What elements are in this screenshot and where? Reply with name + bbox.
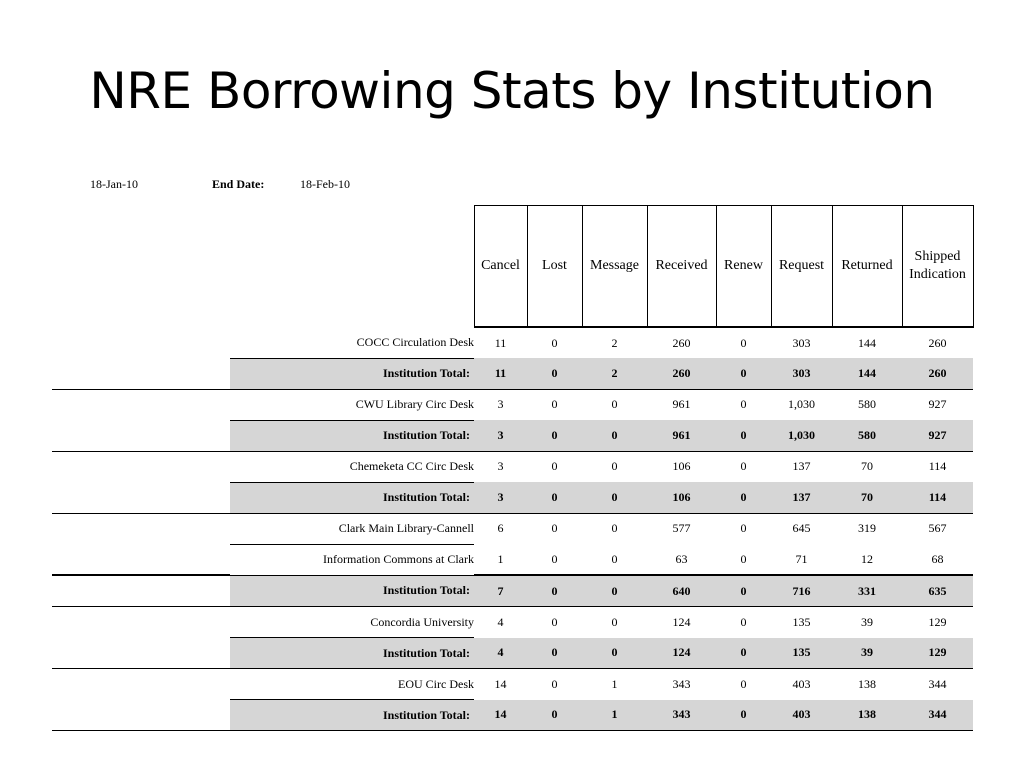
location-row — [52, 327, 973, 358]
header-spacer — [230, 206, 474, 328]
value-cell: 14 — [494, 676, 507, 691]
row-spacer — [52, 358, 230, 389]
total-value-cell: 0 — [527, 420, 582, 451]
value-cell: 124 — [672, 614, 691, 629]
value-cell: 71 — [771, 544, 832, 575]
institution-total-label: Institution Total: — [230, 420, 474, 451]
end-date-label: End Date: — [212, 177, 265, 191]
location-row — [52, 389, 973, 420]
total-value-cell: 124 — [647, 638, 716, 669]
total-value-cell: 135 — [771, 638, 832, 669]
column-header: Returned — [832, 206, 902, 328]
value-cell: 137 — [792, 459, 811, 474]
location-row — [52, 513, 973, 544]
value-cell: 0 — [582, 544, 647, 575]
total-value-cell: 260 — [902, 358, 973, 389]
start-date: 18-Jan-10 — [90, 177, 138, 191]
row-spacer — [52, 638, 230, 669]
value-cell: 0 — [551, 521, 558, 536]
row-spacer — [52, 669, 230, 700]
institution-total-row — [52, 700, 973, 731]
value-cell: 645 — [792, 521, 811, 536]
total-value-cell: 0 — [527, 482, 582, 513]
total-value-cell: 2 — [582, 358, 647, 389]
end-date: 18-Feb-10 — [300, 177, 350, 191]
total-value-cell: 343 — [647, 700, 716, 731]
value-cell: 0 — [611, 614, 618, 629]
total-value-cell: 7 — [474, 575, 527, 607]
institution-total-label: Institution Total: — [230, 482, 474, 513]
row-spacer — [52, 513, 230, 544]
total-value-cell: 3 — [474, 482, 527, 513]
total-value-cell: 114 — [902, 482, 973, 513]
total-value-cell: 640 — [647, 575, 716, 607]
row-spacer — [52, 700, 230, 731]
institution-total-label: Institution Total: — [230, 700, 474, 731]
row-spacer — [52, 607, 230, 638]
table-body — [52, 327, 973, 731]
value-cell: 3 — [497, 459, 504, 474]
location-name: Concordia University — [230, 607, 474, 638]
value-cell: 6 — [497, 521, 504, 536]
total-value-cell: 0 — [582, 482, 647, 513]
value-cell: 12 — [832, 544, 902, 575]
value-cell: 319 — [858, 521, 876, 536]
institution-total-row — [52, 358, 973, 389]
location-row — [52, 451, 973, 482]
value-cell: 403 — [792, 676, 811, 691]
location-row — [52, 544, 973, 575]
value-cell: 0 — [740, 335, 747, 350]
total-value-cell: 129 — [902, 638, 973, 669]
location-row — [52, 607, 973, 638]
total-value-cell: 0 — [527, 638, 582, 669]
total-value-cell: 0 — [716, 700, 771, 731]
total-value-cell: 0 — [527, 700, 582, 731]
total-value-cell: 70 — [832, 482, 902, 513]
value-cell: 39 — [861, 614, 873, 629]
value-cell: 0 — [551, 335, 558, 350]
column-header: Cancel — [474, 206, 527, 328]
total-value-cell: 1 — [582, 700, 647, 731]
value-cell: 260 — [928, 335, 947, 350]
total-value-cell: 0 — [582, 420, 647, 451]
total-value-cell: 344 — [902, 700, 973, 731]
value-cell: 138 — [858, 676, 876, 691]
value-cell: 3 — [497, 397, 504, 412]
value-cell: 0 — [740, 676, 747, 691]
location-name: EOU Circ Desk — [230, 669, 474, 700]
column-header: Renew — [716, 206, 771, 328]
value-cell: 11 — [494, 335, 507, 350]
row-spacer — [52, 420, 230, 451]
value-cell: 1 — [611, 676, 618, 691]
total-value-cell: 0 — [716, 575, 771, 607]
row-spacer — [52, 327, 230, 358]
total-value-cell: 0 — [716, 420, 771, 451]
value-cell: 129 — [928, 614, 947, 629]
total-value-cell: 403 — [771, 700, 832, 731]
value-cell: 114 — [928, 459, 947, 474]
value-cell: 144 — [858, 335, 876, 350]
total-value-cell: 137 — [771, 482, 832, 513]
institution-total-row — [52, 482, 973, 513]
total-value-cell: 1,030 — [771, 420, 832, 451]
total-value-cell: 961 — [647, 420, 716, 451]
value-cell: 577 — [672, 521, 691, 536]
column-header: Message — [582, 206, 647, 328]
total-value-cell: 303 — [771, 358, 832, 389]
header-spacer — [52, 206, 230, 328]
column-header: Shipped Indication — [902, 206, 973, 328]
value-cell: 135 — [792, 614, 811, 629]
total-value-cell: 138 — [832, 700, 902, 731]
borrowing-stats-table — [52, 205, 974, 731]
value-cell: 68 — [902, 544, 973, 575]
value-cell: 580 — [858, 397, 876, 412]
value-cell: 344 — [928, 676, 947, 691]
value-cell: 0 — [740, 397, 747, 412]
institution-total-label: Institution Total: — [230, 358, 474, 389]
value-cell: 0 — [611, 459, 618, 474]
value-cell: 0 — [611, 521, 618, 536]
value-cell: 927 — [928, 397, 947, 412]
column-header: Received — [647, 206, 716, 328]
row-spacer — [52, 482, 230, 513]
total-value-cell: 0 — [582, 638, 647, 669]
location-row — [52, 669, 973, 700]
value-cell: 0 — [551, 676, 558, 691]
value-cell: 303 — [792, 335, 811, 350]
total-value-cell: 0 — [716, 358, 771, 389]
total-value-cell: 716 — [771, 575, 832, 607]
location-name: Information Commons at Clark — [230, 544, 474, 575]
total-value-cell: 260 — [647, 358, 716, 389]
location-name: Clark Main Library-Cannell — [230, 513, 474, 544]
total-value-cell: 0 — [527, 358, 582, 389]
value-cell: 1,030 — [788, 397, 815, 412]
location-name: CWU Library Circ Desk — [230, 389, 474, 420]
value-cell: 567 — [928, 521, 947, 536]
value-cell: 961 — [672, 397, 691, 412]
institution-total-row — [52, 638, 973, 669]
value-cell: 0 — [551, 397, 558, 412]
total-value-cell: 14 — [474, 700, 527, 731]
total-value-cell: 144 — [832, 358, 902, 389]
total-value-cell: 580 — [832, 420, 902, 451]
value-cell: 2 — [611, 335, 618, 350]
total-value-cell: 4 — [474, 638, 527, 669]
value-cell: 106 — [672, 459, 691, 474]
row-spacer — [52, 389, 230, 420]
total-value-cell: 106 — [647, 482, 716, 513]
institution-total-label: Institution Total: — [230, 575, 474, 607]
institution-total-row — [52, 575, 973, 607]
slide-title: NRE Borrowing Stats by Institution — [89, 62, 935, 120]
total-value-cell: 0 — [716, 638, 771, 669]
total-value-cell: 39 — [832, 638, 902, 669]
value-cell: 0 — [551, 459, 558, 474]
value-cell: 0 — [527, 544, 582, 575]
value-cell: 260 — [672, 335, 691, 350]
institution-total-row — [52, 420, 973, 451]
row-spacer — [52, 575, 230, 607]
value-cell: 0 — [716, 544, 771, 575]
institution-total-label: Institution Total: — [230, 638, 474, 669]
value-cell: 0 — [740, 459, 747, 474]
total-value-cell: 331 — [832, 575, 902, 607]
value-cell: 63 — [647, 544, 716, 575]
total-value-cell: 635 — [902, 575, 973, 607]
value-cell: 4 — [497, 614, 504, 629]
row-spacer — [52, 451, 230, 482]
total-value-cell: 0 — [527, 575, 582, 607]
value-cell: 0 — [740, 614, 747, 629]
total-value-cell: 3 — [474, 420, 527, 451]
location-name: Chemeketa CC Circ Desk — [230, 451, 474, 482]
total-value-cell: 0 — [716, 482, 771, 513]
value-cell: 1 — [474, 544, 527, 575]
header-row — [52, 206, 973, 328]
total-value-cell: 11 — [474, 358, 527, 389]
value-cell: 0 — [611, 397, 618, 412]
total-value-cell: 927 — [902, 420, 973, 451]
value-cell: 0 — [740, 521, 747, 536]
value-cell: 70 — [861, 459, 873, 474]
column-header: Request — [771, 206, 832, 328]
total-value-cell: 0 — [582, 575, 647, 607]
value-cell: 343 — [672, 676, 691, 691]
value-cell: 0 — [551, 614, 558, 629]
column-header: Lost — [527, 206, 582, 328]
location-name: COCC Circulation Desk — [230, 327, 474, 358]
row-spacer — [52, 544, 230, 575]
